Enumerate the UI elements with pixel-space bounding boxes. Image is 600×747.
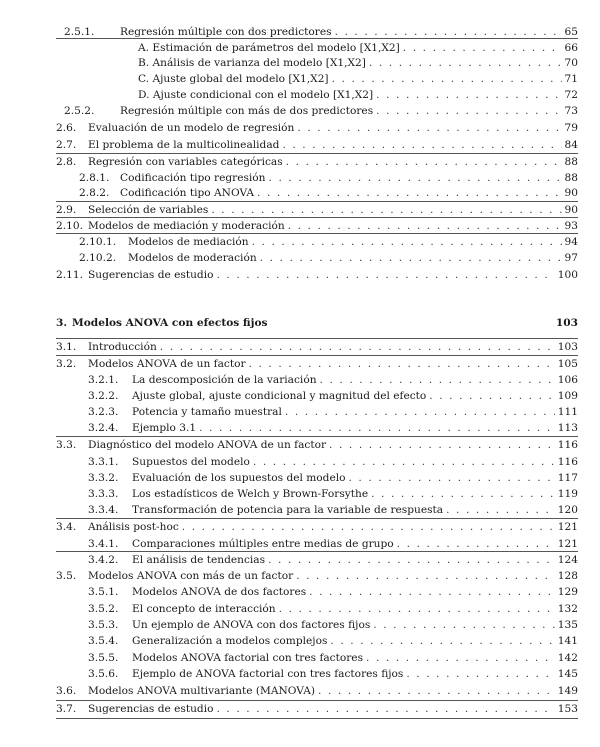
toc-page-number: 103 <box>555 317 578 329</box>
toc-number: 2.8.1. <box>79 172 110 184</box>
toc-title: D. Ajuste condicional con el modelo [X1,X2] <box>138 89 374 101</box>
toc-entry <box>88 405 578 419</box>
toc-title: La descomposición de la variación <box>132 374 317 386</box>
toc-page-number: 66 <box>564 42 578 54</box>
toc-title: El análisis de tendencias <box>132 554 266 566</box>
toc-number: 3.4. <box>56 521 77 533</box>
toc-title: C. Ajuste global del modelo [X1,X2] <box>138 73 329 85</box>
toc-number: 3.5.4. <box>88 635 119 647</box>
dot-leader <box>199 421 555 435</box>
toc-title: Regresión con variables categóricas <box>88 156 283 168</box>
toc-title: Potencia y tamaño muestral <box>132 406 282 418</box>
dot-leader <box>160 340 555 354</box>
dot-leader <box>318 684 555 698</box>
toc-entry <box>88 667 578 681</box>
toc-number: 2.11. <box>56 269 83 281</box>
toc-page-number: 113 <box>557 422 578 434</box>
toc-number: 2.10.2. <box>79 252 117 264</box>
toc-page-number: 153 <box>557 703 578 715</box>
toc-page-number: 93 <box>564 220 578 232</box>
toc-entry <box>88 634 578 648</box>
toc-entry <box>88 487 578 501</box>
toc-number: 2.10.1. <box>79 236 117 248</box>
separator-rule <box>56 718 578 719</box>
toc-number: 2.9. <box>56 204 77 216</box>
toc-entry <box>88 373 578 387</box>
toc-page-number: 142 <box>557 652 578 664</box>
toc-title: Selección de variables <box>88 204 209 216</box>
toc-entry <box>56 155 578 169</box>
toc-number: 3.5.1. <box>88 586 119 598</box>
dot-leader <box>335 25 562 39</box>
toc-number: 3.4.1. <box>88 538 119 550</box>
dot-leader <box>288 219 562 233</box>
separator-rule <box>56 436 578 437</box>
dot-leader <box>253 455 555 469</box>
dot-leader <box>406 667 554 681</box>
separator-rule <box>56 201 578 202</box>
separator-rule <box>56 233 578 234</box>
dot-leader <box>286 155 562 169</box>
toc-title: B. Análisis de varianza del modelo [X1,X2] <box>138 57 366 69</box>
toc-title: El concepto de interacción <box>132 603 276 615</box>
dot-leader <box>320 373 555 387</box>
toc-number: 3.2.1. <box>88 374 119 386</box>
toc-entry <box>64 56 578 70</box>
dot-leader <box>369 56 562 70</box>
dot-leader <box>252 235 562 249</box>
toc-page-number: 65 <box>564 26 578 38</box>
toc-entry <box>56 702 578 716</box>
toc-page-number: 117 <box>557 472 578 484</box>
toc-title: Modelos ANOVA con efectos fijos <box>72 317 268 329</box>
dot-leader <box>373 618 555 632</box>
toc-number: 3.5.3. <box>88 619 119 631</box>
toc-page-number: 135 <box>557 619 578 631</box>
toc-number: 3.7. <box>56 703 77 715</box>
toc-title: Ejemplo de ANOVA factorial con tres factores fijos <box>132 668 404 680</box>
toc-page-number: 88 <box>564 172 578 184</box>
separator-rule <box>56 38 578 39</box>
toc-title: Modelos ANOVA de dos factores <box>132 586 307 598</box>
toc-entry <box>88 455 578 469</box>
dot-leader <box>285 405 555 419</box>
toc-page-number: 116 <box>557 439 578 451</box>
toc-title: Modelos ANOVA de un factor <box>88 358 246 370</box>
toc-page-number: 72 <box>564 89 578 101</box>
separator-rule <box>56 700 578 701</box>
toc-entry <box>56 340 578 354</box>
toc-entry <box>79 171 578 185</box>
toc-entry <box>56 203 578 217</box>
dot-leader <box>211 203 561 217</box>
toc-number: 3.2.4. <box>88 422 119 434</box>
toc-page-number: 129 <box>557 586 578 598</box>
dot-leader <box>309 585 555 599</box>
toc-page-number: 121 <box>557 538 578 550</box>
toc-number: 3.6. <box>56 685 77 697</box>
toc-page-number: 100 <box>557 269 578 281</box>
toc-title: Codificación tipo regresión <box>120 172 266 184</box>
dot-leader <box>296 569 555 583</box>
toc-entry <box>88 651 578 665</box>
dot-leader <box>279 602 555 616</box>
toc-entry <box>64 25 578 39</box>
toc-title: Sugerencias de estudio <box>88 269 214 281</box>
separator-rule <box>56 338 578 339</box>
toc-page-number: 109 <box>557 390 578 402</box>
toc-entry <box>88 421 578 435</box>
dot-leader <box>282 138 561 152</box>
separator-rule <box>56 153 578 154</box>
dot-leader <box>269 171 562 185</box>
toc-title: Evaluación de los supuestos del modelo <box>132 472 346 484</box>
toc-page-number: 71 <box>564 73 578 85</box>
toc-number: 2.10. <box>56 220 83 232</box>
toc-page-number: 128 <box>557 570 578 582</box>
toc-number: 2.8. <box>56 156 77 168</box>
toc-number: 2.8.2. <box>79 187 110 199</box>
toc-page-number: 121 <box>557 521 578 533</box>
dot-leader <box>332 72 562 86</box>
toc-title: Introducción <box>88 341 157 353</box>
dot-leader <box>366 651 555 665</box>
dot-leader <box>376 88 561 102</box>
toc-page-number: 124 <box>557 554 578 566</box>
dot-leader <box>182 520 555 534</box>
toc-entry <box>79 186 578 200</box>
toc-page-number: 90 <box>564 187 578 199</box>
toc-title: Diagnóstico del modelo ANOVA de un factor <box>88 439 327 451</box>
toc-page-number: 94 <box>564 236 578 248</box>
toc-number: 3.2.3. <box>88 406 119 418</box>
dot-leader <box>397 537 555 551</box>
toc-entry <box>56 438 578 452</box>
toc-number: 2.6. <box>56 122 77 134</box>
toc-entry <box>64 104 578 118</box>
dot-leader <box>329 438 555 452</box>
toc-number: 3.2.2. <box>88 390 119 402</box>
toc-entry <box>56 569 578 583</box>
toc-title: Evaluación de un modelo de regresión <box>88 122 295 134</box>
toc-entry <box>56 357 578 371</box>
toc-number: 2.5.1. <box>64 26 95 38</box>
toc-title: Los estadísticos de Welch y Brown-Forsythe <box>132 488 369 500</box>
toc-title: Ejemplo 3.1 <box>132 422 197 434</box>
dot-leader <box>216 268 554 282</box>
toc-page-number: 111 <box>557 406 578 418</box>
toc-title: Supuestos del modelo <box>132 456 250 468</box>
toc-number: 3.4.2. <box>88 554 119 566</box>
toc-page-number: 70 <box>564 57 578 69</box>
toc-title: A. Estimación de parámetros del modelo [X1,X2] <box>138 42 400 54</box>
toc-page-number: 84 <box>564 139 578 151</box>
toc-page-number: 97 <box>564 252 578 264</box>
toc-entry <box>56 520 578 534</box>
toc-title: Transformación de potencia para la variable de respuesta <box>132 504 444 516</box>
toc-page-number: 132 <box>557 603 578 615</box>
toc-title: Un ejemplo de ANOVA con dos factores fijos <box>132 619 371 631</box>
toc-number: 2.5.2. <box>64 105 95 117</box>
toc-entry <box>64 88 578 102</box>
dot-leader <box>249 357 555 371</box>
toc-title: Modelos de mediación y moderación <box>88 220 285 232</box>
toc-title: Regresión múltiple con más de dos predictores <box>120 105 374 117</box>
toc-number: 3.3. <box>56 439 77 451</box>
toc-page-number: 106 <box>557 374 578 386</box>
toc-page-number: 90 <box>564 204 578 216</box>
toc-title: Modelos ANOVA con más de un factor <box>88 570 294 582</box>
toc-number: 3.5.6. <box>88 668 119 680</box>
separator-rule <box>56 518 578 519</box>
toc-page-number: 73 <box>564 105 578 117</box>
dot-leader <box>268 553 555 567</box>
toc-title: Regresión múltiple con dos predictores <box>120 26 332 38</box>
toc-number: 3.2. <box>56 358 77 370</box>
toc-title: Modelos de mediación <box>128 236 249 248</box>
toc-title: Modelos ANOVA factorial con tres factores <box>132 652 364 664</box>
toc-number: 3.3.1. <box>88 456 119 468</box>
dot-leader <box>403 41 562 55</box>
toc-page-number: 103 <box>557 341 578 353</box>
toc-number: 2.7. <box>56 139 77 151</box>
toc-title: Generalización a modelos complejos <box>132 635 328 647</box>
toc-entry <box>64 72 578 86</box>
toc-title: Modelos ANOVA multivariante (MANOVA) <box>88 685 316 697</box>
toc-page-number: 145 <box>557 668 578 680</box>
dot-leader <box>429 389 554 403</box>
separator-rule <box>56 551 578 552</box>
dot-leader <box>371 487 555 501</box>
toc-page-number: 88 <box>564 156 578 168</box>
toc-entry <box>56 138 578 152</box>
toc-number: 3.5. <box>56 570 77 582</box>
toc-number: 3.5.2. <box>88 603 119 615</box>
dot-leader <box>446 503 555 517</box>
toc-title: Ajuste global, ajuste condicional y magnitud del efecto <box>132 390 427 402</box>
toc-page-number: 105 <box>557 358 578 370</box>
toc-title: Análisis post-hoc <box>88 521 179 533</box>
toc-entry <box>88 537 578 551</box>
dot-leader <box>297 121 561 135</box>
toc-title: Comparaciones múltiples entre medias de grupo <box>132 538 394 550</box>
toc-number: 3.3.4. <box>88 504 119 516</box>
toc-page-number: 79 <box>564 122 578 134</box>
toc-entry <box>88 471 578 485</box>
toc-number: 3.5.5. <box>88 652 119 664</box>
toc-entry <box>64 41 578 55</box>
toc-title: El problema de la multicolinealidad <box>88 139 280 151</box>
dot-leader <box>376 104 561 118</box>
separator-rule <box>56 217 578 218</box>
toc-entry <box>88 553 578 567</box>
dot-leader <box>260 251 562 265</box>
toc-number: 3. <box>56 317 68 329</box>
toc-page-number: 119 <box>557 488 578 500</box>
toc-page-number: 116 <box>557 456 578 468</box>
toc-page-number: 149 <box>557 685 578 697</box>
toc-entry <box>56 121 578 135</box>
toc-number: 3.3.3. <box>88 488 119 500</box>
dot-leader <box>257 186 561 200</box>
toc-number: 3.3.2. <box>88 472 119 484</box>
dot-leader <box>330 634 554 648</box>
toc-title: Sugerencias de estudio <box>88 703 214 715</box>
toc-entry <box>56 219 578 233</box>
toc-title: Codificación tipo ANOVA <box>120 187 255 199</box>
toc-entry <box>79 251 578 265</box>
toc-entry <box>88 389 578 403</box>
toc-entry <box>88 503 578 517</box>
toc-entry <box>56 684 578 698</box>
toc-entry <box>88 585 578 599</box>
dot-leader <box>216 702 554 716</box>
toc-chapter <box>56 316 578 330</box>
separator-rule <box>56 355 578 356</box>
toc-entry <box>79 235 578 249</box>
toc-title: Modelos de moderación <box>128 252 257 264</box>
toc-page-number: 141 <box>557 635 578 647</box>
toc-entry <box>88 618 578 632</box>
toc-number: 3.1. <box>56 341 77 353</box>
toc-page-number: 120 <box>557 504 578 516</box>
dot-leader <box>349 471 555 485</box>
toc-entry <box>56 268 578 282</box>
toc-entry <box>88 602 578 616</box>
